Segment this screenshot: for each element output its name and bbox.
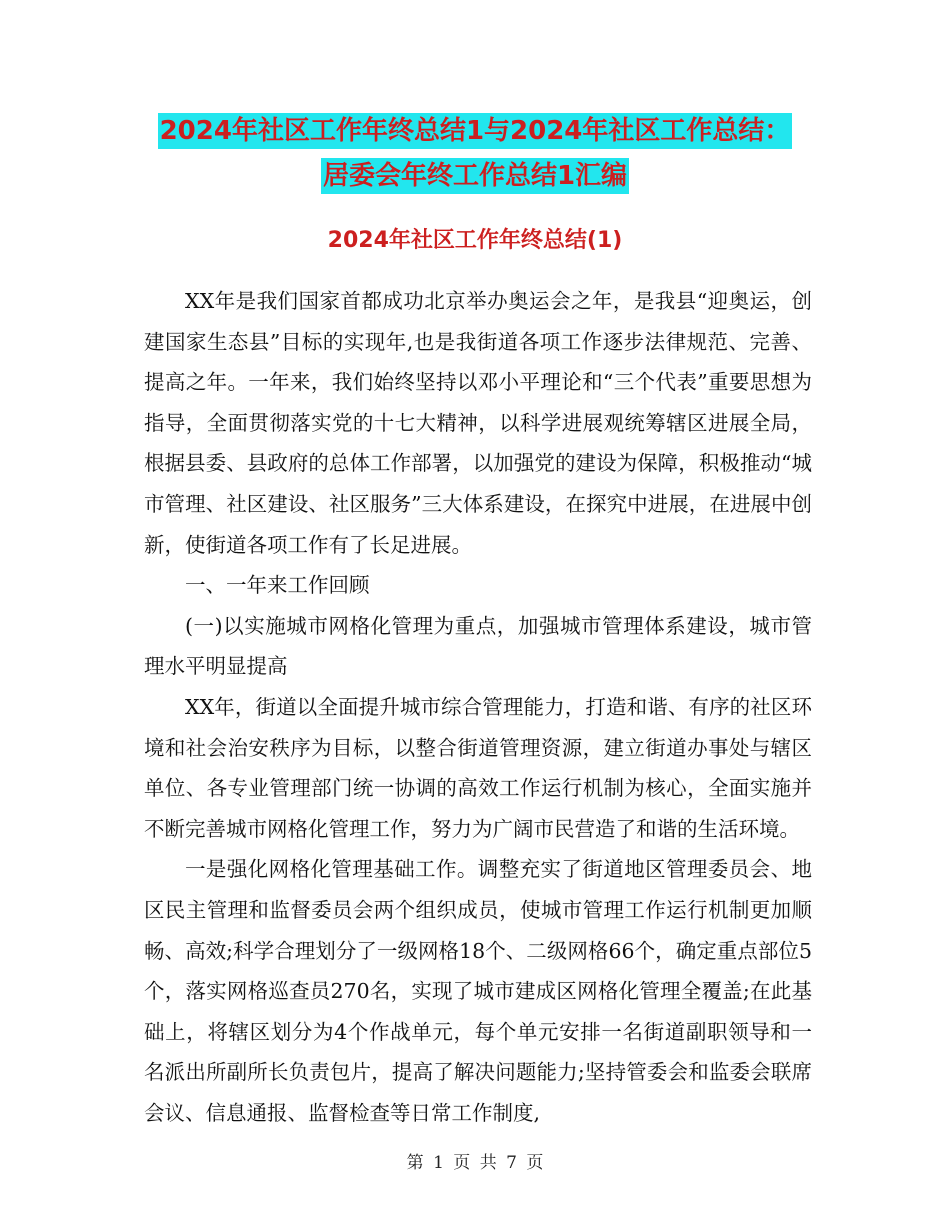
- paragraph: 一、一年来工作回顾: [185, 573, 370, 598]
- page-number-footer: 第 1 页 共 7 页: [406, 1153, 544, 1173]
- paragraph: XX年是我们国家首都成功北京举办奥运会之年，是我县“迎奥运，创建国家生态县”目标的实现年,也是我街道各项工作逐步法律规范、完善、提高之年。一年来，我们始终坚持以邓小平理论和“三个代表”重要思想为指导，全面贯彻落实党的十七大精神，以科学进展观统筹辖区进展全局，根据县委、县政府的总体工作部署，以加强党的建设为保障，积极推动“城市管理、社区建设、社区服务”三大体系建设，在探究中进展，在进展中创新，使街道各项工作有了长足进展。: [144, 289, 812, 557]
- document-title-line-1: [0, 114, 950, 148]
- title-highlight: 居委会年终工作总结1汇编: [321, 158, 629, 194]
- paragraph: 一是强化网格化管理基础工作。调整充实了街道地区管理委员会、地区民主管理和监督委员会两个组织成员，使城市管理工作运行机制更加顺畅、高效;科学合理划分了一级网格18个、二级网格66个，确定重点部位5个，落实网格巡查员270名，实现了城市建成区网格化管理全覆盖;在此基础上，将辖区划分为4个作战单元，每个单元安排一名街道副职领导和一名派出所副所长负责包片，提高了解决问题能力;坚持管委会和监委会联席会议、信息通报、监督检查等日常工作制度,: [144, 857, 812, 1125]
- document-body: [144, 281, 812, 1133]
- section-heading: 2024年社区工作年终总结(1): [327, 228, 623, 253]
- paragraph: XX年，街道以全面提升城市综合管理能力，打造和谐、有序的社区环境和社会治安秩序为目标，以整合街道管理资源，建立街道办事处与辖区单位、各专业管理部门统一协调的高效工作运行机制为核心，全面实施并不断完善城市网格化管理工作，努力为广阔市民营造了和谐的生活环境。: [144, 694, 812, 841]
- document-title-line-2: [0, 159, 950, 193]
- title-highlight: 2024年社区工作年终总结1与2024年社区工作总结：: [158, 113, 793, 149]
- paragraph: (一)以实施城市网格化管理为重点，加强城市管理体系建设，城市管理水平明显提高: [144, 613, 812, 679]
